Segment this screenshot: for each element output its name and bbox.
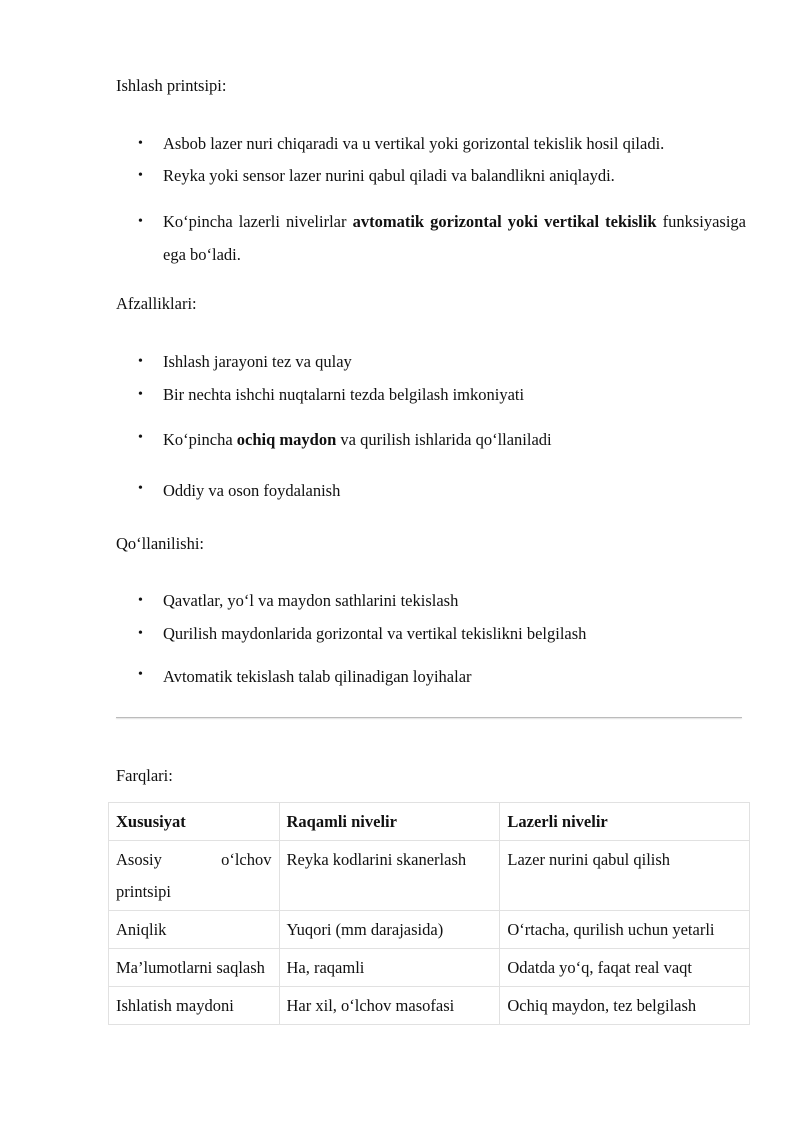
heading-principle: Ishlash printsipi: [116,76,227,95]
table-cell: Yuqori (mm darajasida) [279,911,500,949]
list-item: • Qurilish maydonlarida gorizontal va vertikal tekislikni belgilash [116,617,746,650]
table-cell: Reyka kodlarini skanerlash [279,841,500,911]
bullet-text: funksiyasiga ega bo‘ladi. [163,212,747,264]
advantages-list [116,345,746,411]
table-cell: Ishlatish maydoni [109,987,280,1025]
table-cell: Ochiq maydon, tez belgilash [500,987,750,1025]
heading-advantages: Afzalliklari: [116,294,197,313]
table-cell: Odatda yo‘q, faqat real vaqt [500,949,750,987]
bullet-text: va qurilish ishlarida qo‘llaniladi [336,430,552,449]
bullet-text: Ko‘pincha lazerli nivelirlar [163,212,353,231]
list-item: • Qavatlar, yo‘l va maydon sathlarini tekislash [116,584,746,617]
table-cell: Aniqlik [109,911,280,949]
list-item: • Oddiy va oson foydalanish [116,481,746,501]
table-header-cell: Raqamli nivelir [279,803,500,841]
bullet-bold-text: avtomatik gorizontal yoki vertikal tekislik [352,212,657,231]
heading-usage: Qo‘llanilishi: [116,534,204,553]
principle-list [116,128,746,192]
advantages-list-item-4 [116,481,746,501]
table-cell: Har xil, o‘lchov masofasi [279,987,500,1025]
table-row [109,841,750,911]
table-cell: Ha, raqamli [279,949,500,987]
table-header-cell: Lazerli nivelir [500,803,750,841]
heading-differences: Farqlari: [116,766,173,785]
horizontal-divider [116,717,742,718]
list-item: • Bir nechta ishchi nuqtalarni tezda belgilash imkoniyati [116,378,746,411]
table-header-row [109,803,750,841]
table-cell: Ma’lumotlarni saqlash [109,949,280,987]
table-cell: O‘rtacha, qurilish uchun yetarli [500,911,750,949]
table-row [109,949,750,987]
list-item: • Avtomatik tekislash talab qilinadigan loyihalar [116,667,746,687]
principle-list-continued [116,205,746,271]
table-cell: Asosiy o‘lchov printsipi [109,841,280,911]
advantages-list-item-3 [116,430,746,450]
list-item: • Asbob lazer nuri chiqaradi va u vertikal yoki gorizontal tekislik hosil qiladi. [116,128,746,160]
table-cell: Lazer nurini qabul qilish [500,841,750,911]
list-item [116,205,746,271]
list-item: • Reyka yoki sensor lazer nurini qabul qiladi va balandlikni aniqlaydi. [116,160,746,192]
table-header-cell: Xususiyat [109,803,280,841]
bullet-text: Ko‘pincha [163,430,237,449]
list-item: • Ishlash jarayoni tez va qulay [116,345,746,378]
table-row [109,911,750,949]
bullet-bold-text: ochiq maydon [236,430,337,449]
usage-list [116,584,746,650]
usage-list-item-3 [116,667,746,687]
table-row [109,987,750,1025]
comparison-table [108,802,750,1025]
list-item [116,430,746,450]
